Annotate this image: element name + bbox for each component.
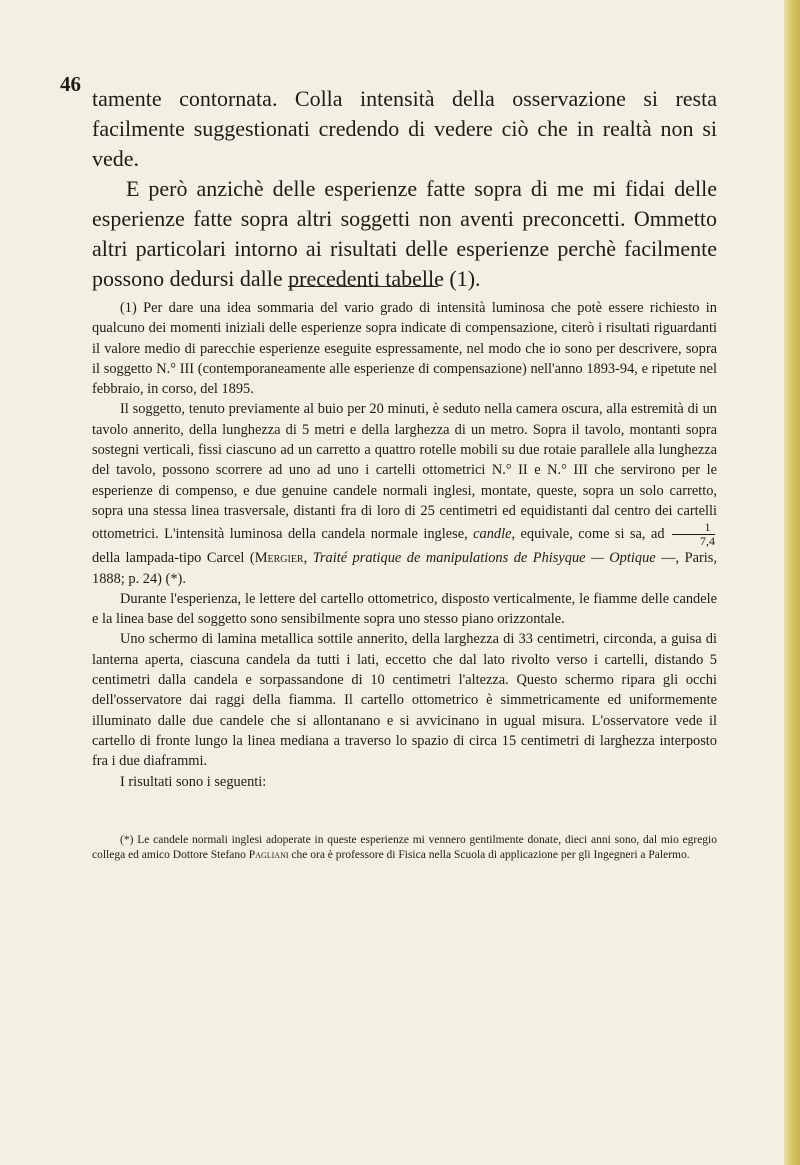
footnote-text-c: della lampada-tipo Carcel ( <box>92 550 255 567</box>
sub-footnote-paragraph <box>92 833 717 863</box>
footnote-paragraph-5: I risultati sono i seguenti: <box>120 773 267 790</box>
fraction-denominator: 7,4 <box>699 534 715 549</box>
footnote-text-b: , equivale, come si sa, ad <box>511 526 665 543</box>
name-pagliani: Pagliani <box>248 849 289 861</box>
main-text <box>92 84 717 294</box>
sub-footnote-text-b: che ora è professore di Fisica nella Scuola di applicazione per gli Ingegneri a Palermo. <box>291 849 690 861</box>
paragraph-2: E però anzichè delle esperienze fatte sopra di me mi fidai delle esperienze fatte sopra altri soggetti non aventi preconcetti. Ommetto altri particolari intorno ai risultati delle esperienze perchè facilmente possono dedursi dalle precedenti tabelle (1). <box>92 176 717 291</box>
book-title: Traité pratique de manipulations de Phisyque — Optique <box>312 550 656 567</box>
footnote-paragraph-3: Durante l'esperienza, le lettere del cartello ottometrico, disposto verticalmente, le fiamme delle candele e la linea base del soggetto sono sensibilmente sopra uno stesso piano orizzontale. <box>92 590 717 628</box>
footnote-paragraph-1: (1) Per dare una idea sommaria del vario grado di intensità luminosa che potè essere richiesto in qualcuno dei momenti iniziali delle esperienze sopra indicate di compensazione, citerò i risultati riguardanti il valore medio di parecchie esperienze eseguite espressamente, nel modo che io sono per descrivere, sopra il soggetto N.° III (contemporaneamente alle esperienze di compensazione) nell'anno 1893-94, e ripetute nel febbraio, in corso, del 1895. <box>92 300 717 398</box>
footnote-rule <box>288 286 438 287</box>
footnote-paragraph-2: Il soggetto, tenuto previamente al buio per 20 minuti, è seduto nella camera oscura, alla estremità di un tavolo annerito, della lunghezza di 5 metri e della larghezza di un metro. Sopra il tavolo, montanti sopra sostegni verticali, fissi ciascuno ad un carretto a quattro rotelle mobili su due rotaie parallele alla lunghezza del tavolo, possono scorrere ad uno ad uno i cartelli ottometrici N.° II e N.° III che servirono per le esperienze di compenso, e due genuine candele normali inglesi, montate, queste, sopra un solo carretto, sopra una stessa linea trasversale, distanti fra di loro di 25 centimetri ed equidistanti dal centro dei cartelli ottometrici. L'intensità luminosa della candela normale inglese, candle, equivale, come si sa, ad $\frac{1}{7,4}$ della lampada-tipo Carcel (Mergier, Traité pratique de manipulations de Phisyque — Optique —, Paris, 1888; p. 24) (*). <box>92 401 717 587</box>
fraction <box>672 521 715 548</box>
footnote-text-d: —, Paris, 1888; p. 24) (*). <box>92 550 717 587</box>
fraction-numerator: 1 <box>672 521 715 535</box>
author-mergier: Mergier <box>254 550 304 567</box>
footnote-text-a: Il soggetto, tenuto previamente al buio per 20 minuti, è seduto nella camera oscura, alla estremità di un tavolo annerito, della lunghezza di 5 metri e della larghezza di un metro. Sopra il tavolo, montanti sopra sostegni verticali, fissi ciascuno ad un carretto a quattro rotelle mobili su due rotaie parallele alla lunghezza del tavolo, possono scorrere ad uno ad uno i cartelli ottometrici N.° II e N.° III che servirono per le esperienze di compenso, e due genuine candele normali inglesi, montate, queste, sopra un solo carretto, sopra una stessa linea trasversale, distanti fra di loro di 25 centimetri ed equidistanti dal centro dei cartelli ottometrici. L'intensità luminosa della candela normale inglese, <box>92 401 717 543</box>
paragraph-1: tamente contornata. Colla intensità della osservazione si resta facilmente suggestionati credendo di vedere ciò che in realtà non si vede. <box>92 86 717 171</box>
page-number: 46 <box>60 72 81 96</box>
sub-footnote-text-a: (*) Le candele normali inglesi adoperate in queste esperienze mi vennero gentilmente donate, dieci anni sono, dal mio egregio collega ed amico Dottore Stefano <box>92 834 717 861</box>
page-edge <box>784 0 800 1165</box>
candle-word: candle <box>473 526 512 543</box>
footnote <box>92 298 717 792</box>
sub-footnote <box>92 833 717 863</box>
footnote-paragraph-4: Uno schermo di lamina metallica sottile annerito, della larghezza di 33 centimetri, circonda, a guisa di lanterna aperta, ciascuna candela da tutti i lati, eccetto che dal lato rivolto verso i cartelli, distando 5 centimetri dalla candela e sorpassandone di 10 centimetri l'altezza. Questo schermo ripara gli occhi dell'osservatore dai raggi della fiamma. Il cartello ottometrico è simmetricamente ed uniformemente illuminato dalle due candele che si allontanano e si avvicinano in ugual misura. L'osservatore vede il cartello di fronte lungo la linea mediana a traverso lo spazio di circa 15 centimetri di larghezza interposto fra i due diaframmi. <box>92 631 717 770</box>
